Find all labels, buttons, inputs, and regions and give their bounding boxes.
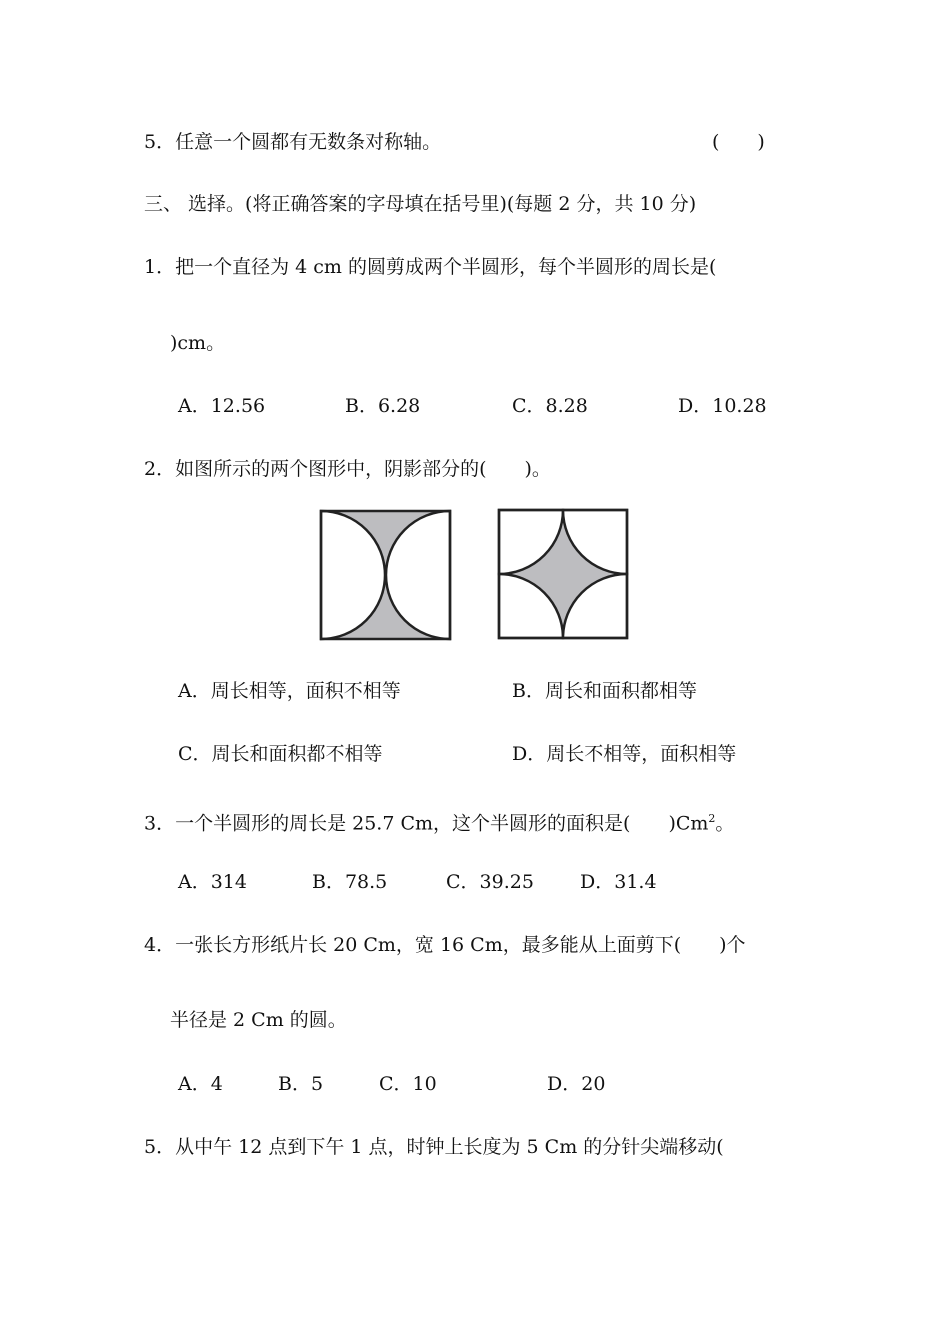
judge-question-5: 5．任意一个圆都有无数条对称轴。 bbox=[144, 131, 442, 153]
option-b: B．5 bbox=[278, 1073, 324, 1095]
superscript: 2 bbox=[708, 812, 716, 825]
option-b: B．周长和面积都相等 bbox=[512, 680, 697, 702]
question-4: 4．一张长方形纸片长 20 Cm，宽 16 Cm，最多能从上面剪下( )个 bbox=[144, 934, 746, 956]
option-d: D．10.28 bbox=[678, 395, 767, 417]
option-b: B．6.28 bbox=[345, 395, 421, 417]
option-c: C．10 bbox=[379, 1073, 437, 1095]
option-a: A．12.56 bbox=[178, 395, 266, 417]
option-c: C．8.28 bbox=[512, 395, 588, 417]
option-d: D．31.4 bbox=[580, 871, 657, 893]
question-3 bbox=[144, 807, 734, 835]
question-1: 1．把一个直径为 4 cm 的圆剪成两个半圆形，每个半圆形的周长是( bbox=[144, 256, 717, 278]
option-d: D．20 bbox=[547, 1073, 606, 1095]
figure-right bbox=[499, 510, 627, 638]
option-a: A．314 bbox=[178, 871, 247, 893]
option-a: A．周长相等，面积不相等 bbox=[178, 680, 401, 702]
question-4-cont: 半径是 2 Cm 的圆。 bbox=[170, 1009, 347, 1031]
question-3-text: 3．一个半圆形的周长是 25.7 Cm，这个半圆形的面积是( )Cm bbox=[144, 812, 709, 835]
option-a: A．4 bbox=[178, 1073, 223, 1095]
section-title: 三、 选择。(将正确答案的字母填在括号里)(每题 2 分，共 10 分) bbox=[144, 193, 697, 215]
question-5: 5．从中午 12 点到下午 1 点，时钟上长度为 5 Cm 的分针尖端移动( bbox=[144, 1136, 724, 1158]
question-1-cont: )cm。 bbox=[170, 332, 226, 354]
figure-left bbox=[321, 511, 450, 639]
question-3-tail: 。 bbox=[715, 812, 735, 835]
option-c: C．周长和面积都不相等 bbox=[178, 743, 383, 765]
option-b: B．78.5 bbox=[312, 871, 388, 893]
question-2: 2．如图所示的两个图形中，阴影部分的( )。 bbox=[144, 458, 551, 480]
option-c: C．39.25 bbox=[446, 871, 534, 893]
option-d: D．周长不相等，面积相等 bbox=[512, 743, 737, 765]
answer-bracket: ( ) bbox=[712, 131, 765, 153]
